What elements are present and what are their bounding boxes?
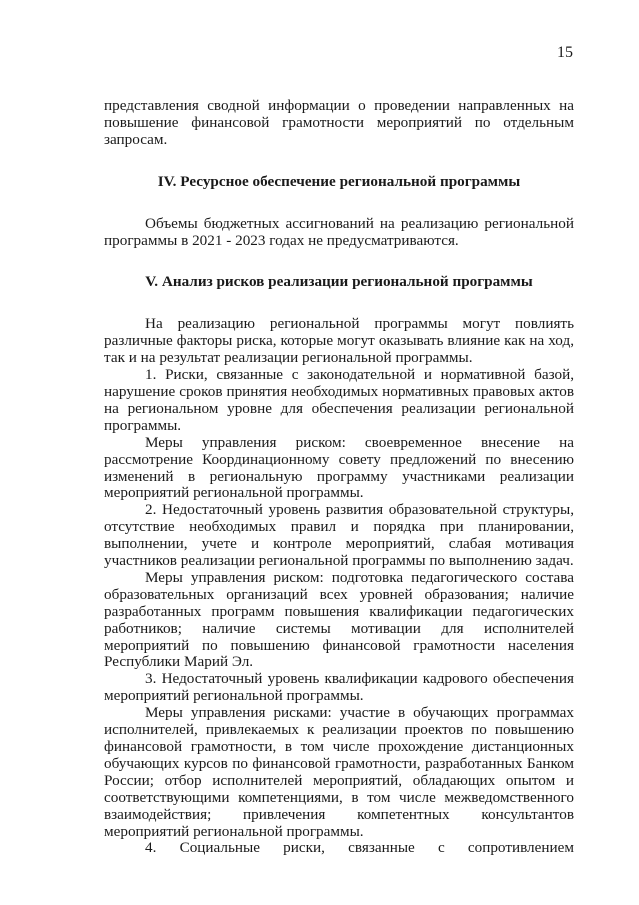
document-body — [104, 98, 574, 857]
paragraph-risk-1: 1. Риски, связанные с законодательной и нормативной базой, нарушение сроков принятия необходимых нормативных правовых актов на региональном уровне для обеспечения реализации региональной программы. — [104, 366, 574, 434]
paragraph-measures-3: Меры управления рисками: участие в обучающих программах исполнителей, привлекаемых к реализации проектов по повышению финансовой грамотности, в том числе прохождение дистанционных обучающих курсов по финансовой грамотности, разработанных Банком России; отбор исполнителей мероприятий, обладающих опытом и соответствующими компетенциями, в том числе межведомственного взаимодействия; привлечения компетентных консультантов мероприятий региональной программы. — [104, 704, 574, 840]
section-heading-iv: IV. Ресурсное обеспечение региональной программы — [157, 172, 521, 190]
paragraph-measures-1: Меры управления риском: своевременное внесение на рассмотрение Координационному совету предложений по внесению изменений в региональную программу участниками реализации мероприятий региональной программы. — [104, 433, 574, 502]
paragraph-risk-3: 3. Недостаточный уровень квалификации кадрового обеспечения мероприятий региональной программы. — [104, 670, 574, 705]
paragraph-risk-intro: На реализацию региональной программы могут повлиять различные факторы риска, которые могут оказывать влияние как на ход, так и на результат реализации региональной программы. — [104, 315, 574, 367]
paragraph-budget: Объемы бюджетных ассигнований на реализацию региональной программы в 2021 - 2023 годах не предусматриваются. — [104, 214, 574, 249]
section-heading-v: V. Анализ рисков реализации региональной программы — [145, 273, 533, 291]
paragraph-risk-2: 2. Недостаточный уровень развития образовательной структуры, отсутствие необходимых правил и порядка при планировании, выполнении, учете и контроле мероприятий, слабая мотивация участников реализации региональной программы по выполнению задач. — [104, 501, 574, 570]
page-number: 15 — [557, 44, 573, 61]
paragraph-risk-4: 4. Социальные риски, связанные с сопротивлением — [145, 839, 574, 857]
paragraph-continuation: представления сводной информации о проведении направленных на повышение финансовой грамотности мероприятий по отдельным запросам. — [104, 97, 574, 148]
paragraph-measures-2: Меры управления риском: подготовка педагогического состава образовательных организаций всех уровней образования; наличие разработанных программ повышения квалификации педагогических работников; наличие системы мотивации для исполнителей мероприятий по повышению финансовой грамотности населения Республики Марий Эл. — [104, 568, 574, 671]
